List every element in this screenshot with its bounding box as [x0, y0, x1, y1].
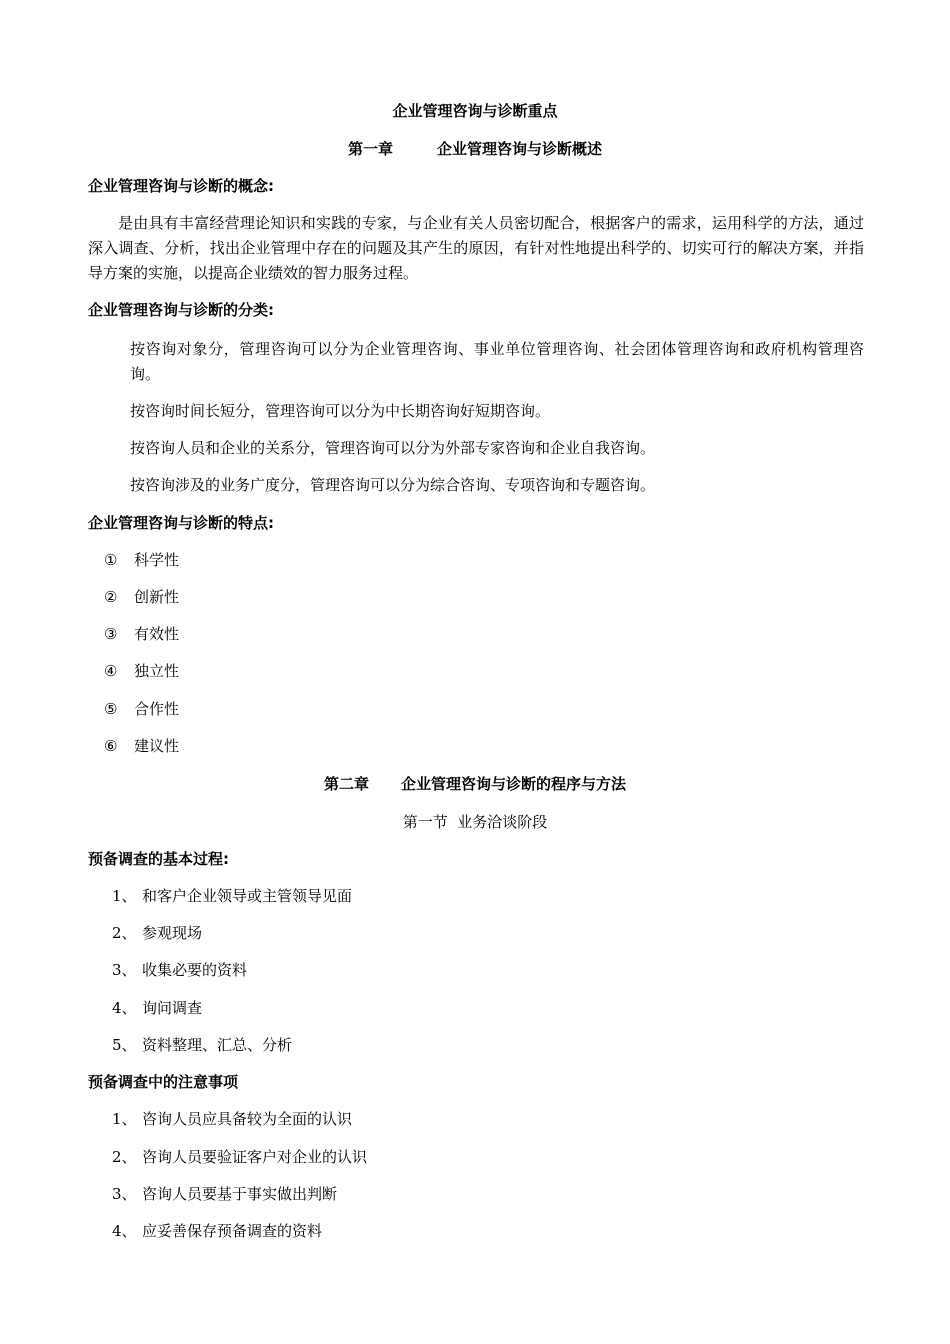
feature-text: 有效性	[134, 625, 180, 643]
feature-item	[104, 662, 179, 680]
note-item	[112, 1185, 337, 1203]
feature-item	[104, 737, 179, 755]
step-number: 2、	[112, 924, 137, 942]
process-step	[112, 999, 202, 1017]
note-text: 咨询人员应具备较为全面的认识	[142, 1110, 353, 1128]
category-item-1: 按咨询对象分，管理咨询可以分为企业管理咨询、事业单位管理咨询、社会团体管理咨询和政府机构管理咨询。	[130, 340, 864, 383]
feature-text: 合作性	[134, 700, 180, 718]
feature-marker: ②	[104, 588, 118, 606]
process-step	[112, 924, 202, 942]
category-item-2: 按咨询时间长短分，管理咨询可以分为中长期咨询好短期咨询。	[130, 402, 551, 420]
note-text: 咨询人员要基于事实做出判断	[142, 1185, 338, 1203]
feature-text: 独立性	[134, 662, 180, 680]
feature-marker: ①	[104, 551, 118, 569]
document-title: 企业管理咨询与诊断重点	[392, 102, 558, 120]
note-text: 应妥善保存预备调查的资料	[142, 1222, 323, 1240]
feature-marker: ⑥	[104, 737, 118, 755]
category-item-4: 按咨询涉及的业务广度分，管理咨询可以分为综合咨询、专项咨询和专题咨询。	[130, 476, 656, 494]
note-number: 1、	[112, 1110, 137, 1128]
chapter1-heading	[0, 140, 950, 158]
feature-marker: ④	[104, 662, 118, 680]
category-heading: 企业管理咨询与诊断的分类:	[88, 301, 274, 319]
note-item	[112, 1222, 322, 1240]
process-step	[112, 961, 247, 979]
step-number: 5、	[112, 1036, 137, 1054]
step-text: 资料整理、汇总、分析	[142, 1036, 293, 1054]
feature-item	[104, 551, 179, 569]
step-number: 4、	[112, 999, 137, 1017]
note-text: 咨询人员要验证客户对企业的认识	[142, 1148, 368, 1166]
process-step	[112, 1036, 292, 1054]
process-step	[112, 887, 352, 905]
notes-heading: 预备调查中的注意事项	[88, 1073, 239, 1091]
step-number: 3、	[112, 961, 137, 979]
feature-item	[104, 588, 179, 606]
category-item-3: 按咨询人员和企业的关系分，管理咨询可以分为外部专家咨询和企业自我咨询。	[130, 439, 656, 457]
step-number: 1、	[112, 887, 137, 905]
chapter1-number: 第一章	[347, 140, 393, 158]
feature-marker: ⑤	[104, 700, 118, 718]
feature-item	[104, 700, 179, 718]
step-text: 收集必要的资料	[142, 961, 248, 979]
chapter1-title: 企业管理咨询与诊断概述	[437, 140, 603, 158]
feature-text: 建议性	[134, 737, 180, 755]
feature-heading: 企业管理咨询与诊断的特点:	[88, 514, 274, 532]
chapter2-number: 第二章	[323, 775, 369, 793]
note-item	[112, 1110, 352, 1128]
note-number: 3、	[112, 1185, 137, 1203]
chapter2-title: 企业管理咨询与诊断的程序与方法	[401, 775, 627, 793]
feature-item	[104, 625, 179, 643]
concept-paragraph: 是由具有丰富经营理论知识和实践的专家，与企业有关人员密切配合，根据客户的需求，运用科学的方法，通过深入调查、分析，找出企业管理中存在的问题及其产生的原因，有针对性地提出科学的、切实可行的解决方案，并指导方案的实施，以提高企业绩效的智力服务过程。	[88, 214, 864, 282]
step-text: 和客户企业领导或主管领导见面	[142, 887, 353, 905]
feature-marker: ③	[104, 625, 118, 643]
concept-heading: 企业管理咨询与诊断的概念:	[88, 177, 274, 195]
section-heading: 第一节 业务洽谈阶段	[402, 813, 548, 831]
feature-text: 创新性	[134, 588, 180, 606]
note-number: 4、	[112, 1222, 137, 1240]
note-number: 2、	[112, 1148, 137, 1166]
step-text: 参观现场	[142, 924, 203, 942]
step-text: 询问调查	[142, 999, 203, 1017]
note-item	[112, 1148, 367, 1166]
chapter2-heading	[0, 775, 950, 793]
process-heading: 预备调查的基本过程:	[88, 850, 229, 868]
feature-text: 科学性	[134, 551, 180, 569]
